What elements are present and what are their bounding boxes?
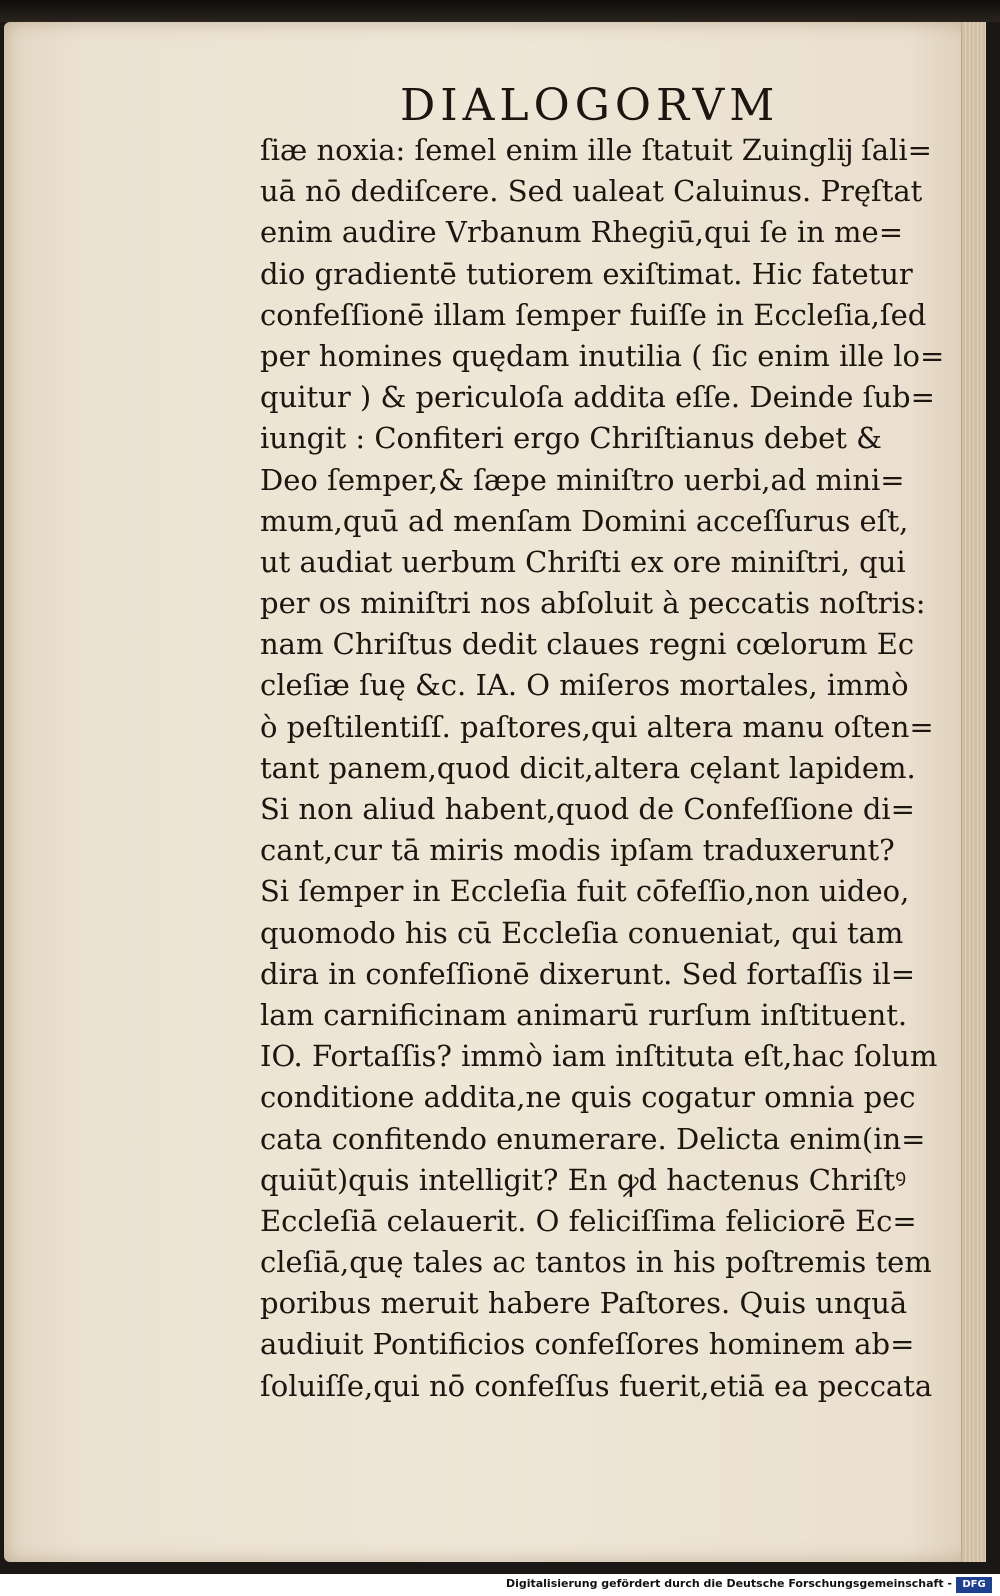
- text-line: confeſſionē illam ſemper fuiſſe in Eccleſia,ſed: [260, 297, 927, 332]
- text-line: cant,cur tā miris modis ipſam traduxerunt?: [260, 833, 895, 868]
- text-line: quiūt)quis intelligit? En ꝙd hactenus Chriſtꝰ: [260, 1162, 907, 1197]
- text-line: uā nō dediſcere. Sed ualeat Caluinus. Pręſtat: [260, 174, 923, 209]
- dfg-logo: DFG: [956, 1577, 992, 1593]
- text-line: ſoluiſſe,qui nō confeſſus fuerit,etiā ea peccata: [260, 1368, 933, 1403]
- footer-bar: [0, 1574, 1000, 1596]
- text-line: nam Chriſtus dedit claues regni cœlorum Ec: [260, 627, 915, 662]
- text-line: enim audire Vrbanum Rhegiū,qui ſe in me=: [260, 215, 903, 250]
- text-line: Si ſemper in Eccleſia fuit cōfeſſio,non uideo,: [260, 874, 910, 909]
- text-line: cleſiā,quę tales ac tantos in his poſtremis tem: [260, 1245, 932, 1280]
- text-line: cata confitendo enumerare. Delicta enim(in=: [260, 1121, 926, 1156]
- text-line: per os miniſtri nos abſoluit à peccatis noſtris:: [260, 586, 926, 621]
- text-line: iungit : Confiteri ergo Chriſtianus debet &: [260, 421, 882, 456]
- text-line: dira in confeſſionē dixerunt. Sed fortaſſis il=: [260, 956, 916, 991]
- text-line: lam carnificinam animarū rurſum inſtituent.: [260, 997, 908, 1032]
- text-line: conditione addita,ne quis cogatur omnia pec: [260, 1080, 916, 1115]
- text-line: tant panem,quod dicit,altera cęlant lapidem.: [260, 750, 916, 785]
- text-line: IO. Fortaſſis? immò iam inſtituta eſt,hac ſolum: [260, 1039, 938, 1074]
- text-line: poribus meruit habere Paſtores. Quis unquā: [260, 1286, 908, 1321]
- text-line: per homines quędam inutilia ( ſic enim ille lo=: [260, 338, 945, 373]
- text-line: mum,quū ad menſam Domini acceſſurus eſt,: [260, 503, 909, 538]
- footer-credit: Digitalisierung gefördert durch die Deutsche Forschungsgemeinschaft -: [505, 1577, 952, 1590]
- text-line: ſiæ noxia: ſemel enim ille ſtatuit Zuinglĳ ſali=: [260, 133, 932, 167]
- text-line: ut audiat uerbum Chriſti ex ore miniſtri, qui: [260, 544, 906, 579]
- text-line: dio gradientē tutiorem exiſtimat. Hic fatetur: [260, 256, 913, 291]
- text-line: Eccleſiā celauerit. O feliciſſima feliciorē Ec=: [260, 1203, 917, 1238]
- text-line: ò peſtilentiſſ. paſtores,qui altera manu oſten=: [260, 709, 934, 744]
- book-top-edge: [0, 0, 1000, 22]
- text-block: [260, 130, 960, 1407]
- text-line: audiuit Pontificios confeſſores hominem ab=: [260, 1327, 915, 1362]
- text-line: quomodo his cū Eccleſia conueniat, qui tam: [260, 915, 904, 950]
- text-line: quitur ) & periculoſa addita eſſe. Deinde ſub=: [260, 380, 935, 415]
- text-line: cleſiæ ſuę &c. IA. O miſeros mortales, immò: [260, 668, 909, 703]
- text-line: Si non aliud habent,quod de Confeſſione di=: [260, 792, 915, 826]
- text-line: Deo ſemper,& ſæpe miniſtro uerbi,ad mini=: [260, 462, 905, 497]
- page-edge: [961, 22, 986, 1562]
- running-head: DIALOGORVM: [400, 80, 780, 131]
